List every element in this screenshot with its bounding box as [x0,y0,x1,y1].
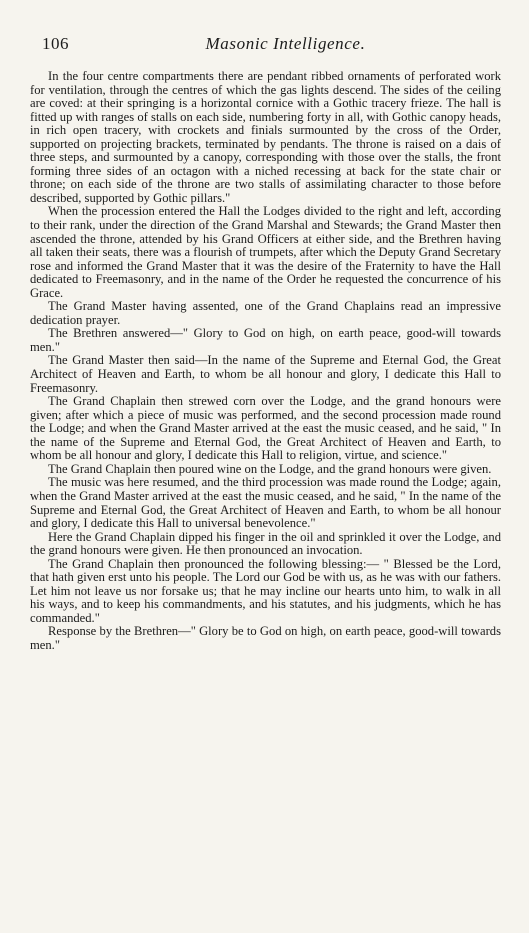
paragraph-third-procession: The music was here resumed, and the third procession was made round the Lodge; again, when the Grand Master arrived at the east the music ceased, and he said, " In the name of the Supreme and Eternal God, the Great Architect of Heaven and Earth, to whom be all honour and glory, I dedicate this Hall to universal benevolence." [30,475,501,531]
paragraph-dedication-freemasonry: The Grand Master then said—In the name of the Supreme and Eternal God, the Great Architect of Heaven and Earth, to whom be all honour and glory, I dedicate this Hall to Freemasonry. [30,353,501,395]
page-header [30,34,501,56]
running-title: Masonic Intelligence. [205,34,366,53]
paragraph-wine-poured: The Grand Chaplain then poured wine on the Lodge, and the grand honours were given. [48,461,492,476]
paragraph-ceiling-description: In the four centre compartments there are pendant ribbed ornaments of perforated work for ventilation, through the centres of which the gas lights descend. The sides of the ceiling are coved: at their springing is a horizontal cornice with a Gothic tracery frieze. The hall is fitted up with ranges of stalls on each side, numbering forty in all, with Gothic canopy heads, in rich open tracery, with crockets and finials surmounted by the cross of the Order, supported on projecting brackets, terminated by pendants. The throne is raised on a dais of three steps, and surmounted by a canopy, corresponding with those over the stalls, the front forming three sides of an octagon with a niched recessing at back for the state chair or throne; on each side of the throne are two stalls of assimilating character to those before described, supported by Gothic pillars." [30,69,501,205]
page-number: 106 [42,34,69,53]
paragraph-blessing: The Grand Chaplain then pronounced the following blessing:— " Blessed be the Lord, that hath given erst unto his people. The Lord our God be with us, as he was with our fathers. Let him not leave us nor forsake us; that he may incline our hearts unto him, to walk in all his ways, and to keep his commandments, and his statutes, and his judgments, which he has commanded." [30,556,501,625]
paragraph-procession-entered: When the procession entered the Hall the Lodges divided to the right and left, according to their rank, under the direction of the Grand Marshal and Stewards; the Grand Master then ascended the throne, attended by his Grand Officers at either side, and the Brethren having all taken their seats, there was a flourish of trumpets, after which the Deputy Grand Secretary rose and informed the Grand Master that it was the desire of the Fraternity to have the Hall dedicated to Freemasonry, and in the name of the Order he requested the concurrence of his Grace. [30,204,501,300]
paragraph-response: Response by the Brethren—" Glory be to God on high, on earth peace, good-will towards men." [30,624,501,652]
paragraph-dedication-prayer: The Grand Master having assented, one of the Grand Chaplains read an impressive dedication prayer. [30,299,501,327]
paragraph-brethren-answered: The Brethren answered—" Glory to God on high, on earth peace, good-will towards men." [30,326,501,354]
paragraph-corn-strewed: The Grand Chaplain then strewed corn over the Lodge, and the grand honours were given; after which a piece of music was performed, and the second procession made round the Lodge; and when the Grand Master arrived at the east the music ceased, and he said, " In the name of the Supreme and Eternal God, the Great Architect of Heaven and Earth, to whom be all honour and glory, I dedicate this Hall to religion, virtue, and science." [30,394,501,463]
paragraph-oil-sprinkled: Here the Grand Chaplain dipped his finger in the oil and sprinkled it over the Lodge, and the grand honours were given. He then pronounced an invocation. [30,529,501,558]
body-text [30,70,501,653]
